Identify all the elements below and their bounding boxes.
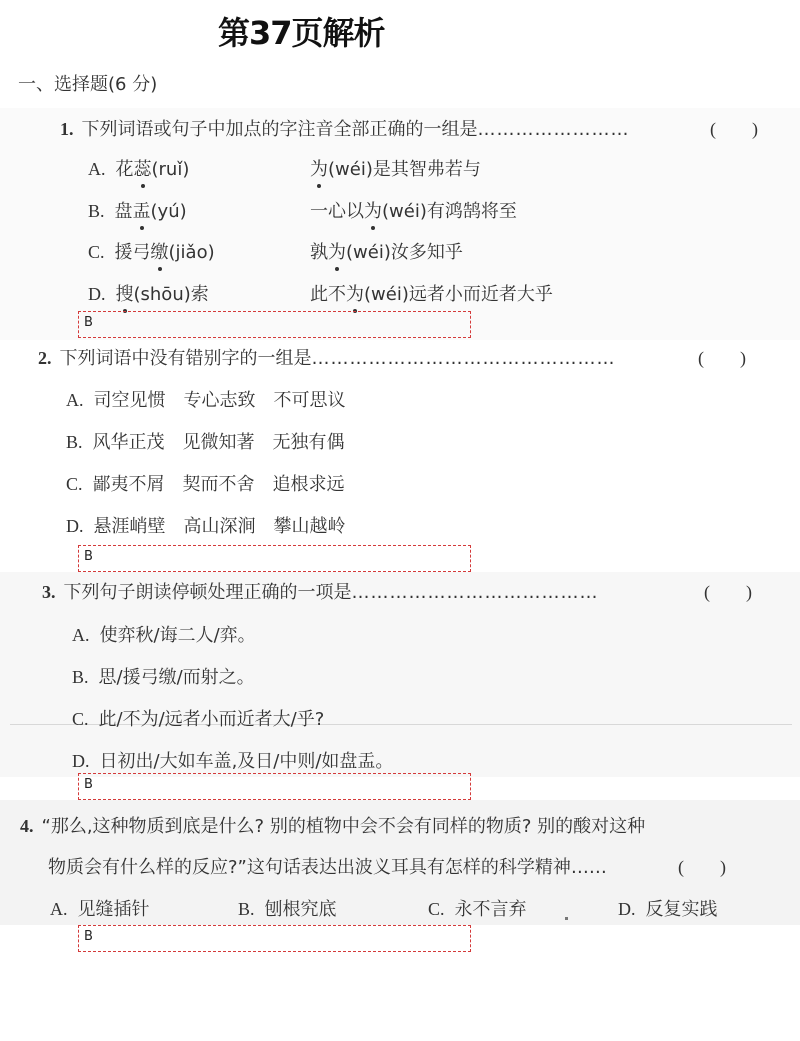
option-text: 永不言弃 (454, 899, 527, 920)
option-letter: A. (50, 899, 68, 919)
option-text: (wéi)汝多知乎 (346, 242, 463, 263)
option-text: 使弈秋/诲二人/弈。 (99, 625, 256, 646)
question-text: 下列句子朗读停顿处理正确的一项是 (63, 582, 352, 603)
option-text: 盘 (114, 201, 133, 222)
answer-box-q3[interactable]: B (78, 773, 471, 800)
q2-option-c[interactable] (66, 470, 345, 496)
dot-leader: …………………… (477, 119, 630, 140)
q1-option-a-left[interactable] (88, 155, 189, 181)
q1-option-d-left[interactable] (88, 280, 209, 306)
option-text: 见缝插针 (77, 899, 150, 920)
q4-option-d[interactable] (618, 895, 718, 921)
option-letter: C. (88, 242, 105, 262)
q1-option-b-right (310, 197, 517, 223)
option-letter: D. (618, 899, 636, 919)
q1-option-a-right (310, 155, 481, 181)
q4-option-c[interactable] (428, 895, 527, 921)
emphasized-char: 蕊 (134, 155, 152, 181)
question-text: “那么,这种物质到底是什么? 别的植物中会不会有同样的物质? 别的酸对这种 (41, 816, 646, 837)
option-text: 援弓 (114, 242, 151, 263)
option-text: (wéi)是其智弗若与 (328, 159, 481, 180)
q1-option-b-left[interactable] (88, 197, 187, 223)
question-text: 物质会有什么样的反应?”这句话表达出波义耳具有怎样的科学精神…… (48, 857, 607, 878)
answer-paren: ( ) (678, 857, 726, 877)
emphasized-char: 搜 (116, 280, 134, 306)
answer-paren: ( ) (698, 348, 746, 368)
question-4-line-1 (20, 812, 645, 838)
option-text: 花 (115, 159, 134, 180)
q3-option-c[interactable] (72, 705, 324, 731)
answer-paren: ( ) (704, 582, 752, 602)
question-3 (42, 578, 599, 604)
option-letter: D. (88, 284, 106, 304)
q4-option-b[interactable] (238, 895, 337, 921)
scan-speck (565, 917, 568, 920)
pinyin: (yú) (150, 201, 187, 222)
dot-leader: ………………………………… (351, 582, 599, 603)
q3-option-a[interactable] (72, 621, 256, 647)
option-letter: A. (72, 625, 90, 645)
emphasized-char: 缴 (151, 238, 169, 264)
q2-option-a[interactable] (66, 386, 346, 412)
question-text: 下列词语或句子中加点的字注音全部正确的一组是 (81, 119, 478, 140)
question-number: 1. (60, 119, 74, 139)
option-text: 思/援弓缴/而射之。 (98, 667, 255, 688)
option-text: 悬涯峭壁 高山深涧 攀山越岭 (93, 516, 346, 537)
q3-option-b[interactable] (72, 663, 255, 689)
answer-box-q1[interactable]: B (78, 311, 471, 338)
option-text: (wéi)远者小而近者大乎 (364, 284, 553, 305)
dot-leader: ………………………………………… (311, 348, 616, 369)
option-letter: B. (238, 899, 255, 919)
option-letter: B. (88, 201, 105, 221)
pinyin: (ruǐ) (151, 159, 190, 180)
q2-option-d[interactable] (66, 512, 346, 538)
question-4-line-2 (48, 853, 607, 879)
option-text: 风华正茂 见微知著 无独有偶 (92, 432, 345, 453)
answer-box-q4[interactable]: B (78, 925, 471, 952)
option-text: 日初出/大如车盖,及日/中则/如盘盂。 (99, 751, 394, 772)
answer-box-q2[interactable]: B (78, 545, 471, 572)
option-letter: D. (72, 751, 90, 771)
option-letter: B. (66, 432, 83, 452)
answer-paren: ( ) (710, 119, 758, 139)
option-letter: C. (428, 899, 445, 919)
pinyin: (shōu)索 (133, 284, 209, 305)
q1-option-c-right (310, 238, 463, 264)
option-text: 司空见惯 专心志致 不可思议 (93, 390, 346, 411)
q4-option-a[interactable] (50, 895, 150, 921)
section-heading: 一、选择题(6 分) (18, 74, 158, 95)
option-letter: D. (66, 516, 84, 536)
option-letter: C. (72, 709, 89, 729)
q2-option-b[interactable] (66, 428, 345, 454)
question-number: 4. (20, 816, 34, 836)
option-letter: A. (88, 159, 106, 179)
q1-option-c-left[interactable] (88, 238, 215, 264)
option-text: 此不 (310, 284, 346, 305)
question-number: 2. (38, 348, 52, 368)
option-text: (wéi)有鸿鹄将至 (382, 201, 517, 222)
option-text: 鄙夷不屑 契而不舍 追根求远 (92, 474, 345, 495)
pinyin: (jiǎo) (168, 242, 215, 263)
question-2 (38, 344, 616, 370)
question-1 (60, 115, 630, 141)
emphasized-char: 为 (346, 280, 364, 306)
emphasized-char: 为 (328, 238, 346, 264)
q3-option-d[interactable] (72, 747, 393, 773)
option-text: 此/不为/远者小而近者大/乎? (98, 709, 325, 730)
emphasized-char: 盂 (133, 197, 151, 223)
question-text: 下列词语中没有错别字的一组是 (59, 348, 312, 369)
q1-option-d-right (310, 280, 553, 306)
option-text: 孰 (310, 242, 328, 263)
page-title: 第37页解析 (218, 14, 385, 52)
option-letter: C. (66, 474, 83, 494)
question-number: 3. (42, 582, 56, 602)
option-letter: A. (66, 390, 84, 410)
emphasized-char: 为 (310, 155, 328, 181)
option-letter: B. (72, 667, 89, 687)
option-text: 一心以 (310, 201, 364, 222)
option-text: 反复实践 (645, 899, 718, 920)
option-text: 刨根究底 (264, 899, 337, 920)
emphasized-char: 为 (364, 197, 382, 223)
